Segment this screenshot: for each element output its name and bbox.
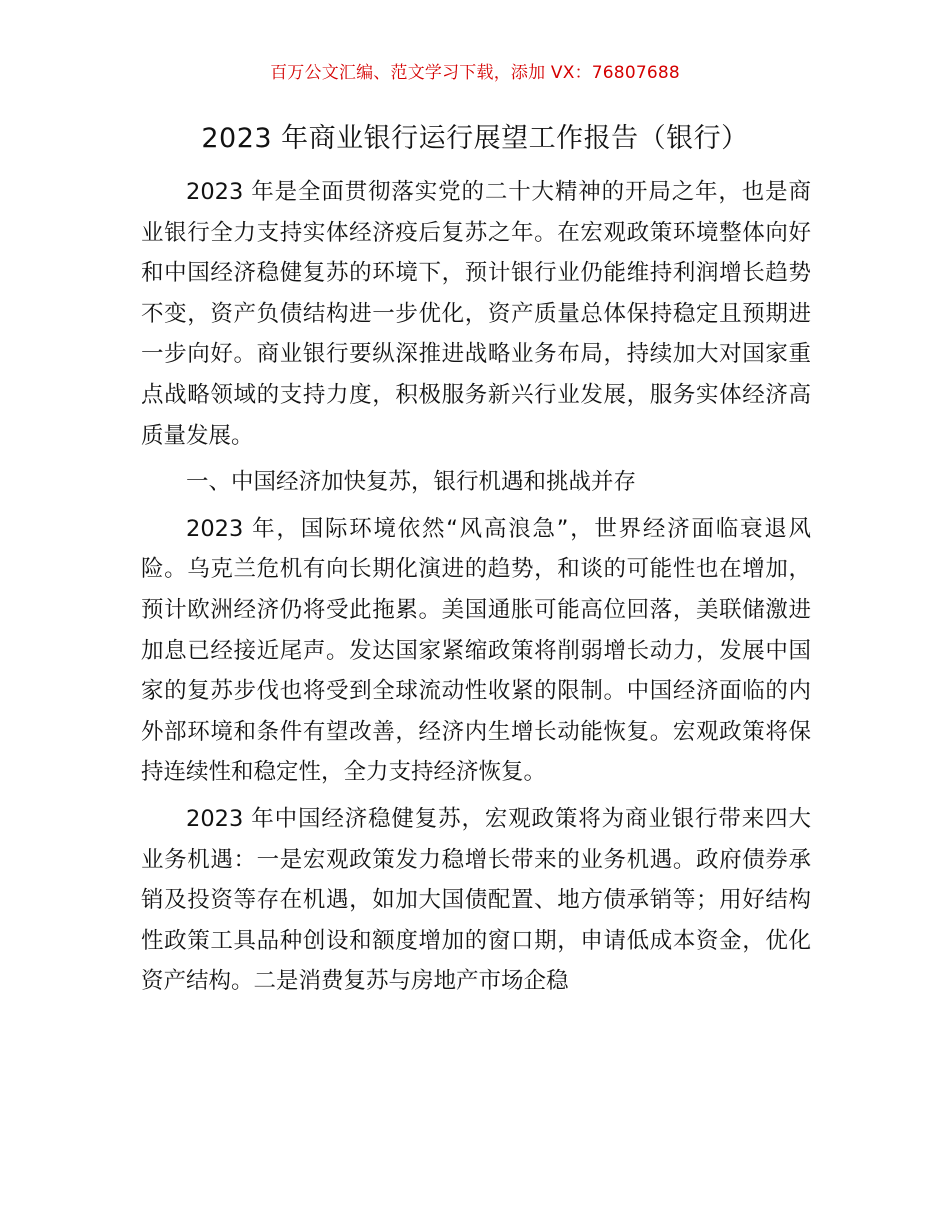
document-body — [141, 172, 811, 1008]
opportunities-paragraph: 2023 年中国经济稳健复苏，宏观政策将为商业银行带来四大业务机遇：一是宏观政策发力稳增长带来的业务机遇。政府债券承销及投资等存在机遇，如加大国债配置、地方债承销等；用好结构性政策工具品种创设和额度增加的窗口期，申请低成本资金，优化资产结构。二是消费复苏与房地产市场企稳 — [141, 805, 811, 995]
section-heading-1: 一、中国经济加快复苏，银行机遇和挑战并存 — [186, 469, 637, 496]
header-download-note: 百万公文汇编、范文学习下载，添加 VX：76807688 — [270, 63, 680, 83]
economy-paragraph: 2023 年，国际环境依然“风高浪急”，世界经济面临衰退风险。乌克兰危机有向长期化演进的趋势，和谈的可能性也在增加，预计欧洲经济仍将受此拖累。美国通胀可能高位回落，美联储激进加息已经接近尾声。发达国家紧缩政策将削弱增长动力，发展中国家的复苏步伐也将受到全球流动性收紧的限制。中国经济面临的内外部环境和条件有望改善，经济内生增长动能恢复。宏观政策将保持连续性和稳定性，全力支持经济恢复。 — [141, 515, 811, 786]
intro-paragraph: 2023 年是全面贯彻落实党的二十大精神的开局之年，也是商业银行全力支持实体经济疫后复苏之年。在宏观政策环境整体向好和中国经济稳健复苏的环境下，预计银行业仍能维持利润增长趋势不变，资产负债结构进一步优化，资产质量总体保持稳定且预期进一步向好。商业银行要纵深推进战略业务布局，持续加大对国家重点战略领域的支持力度，积极服务新兴行业发展，服务实体经济高质量发展。 — [141, 179, 811, 449]
document-title: 2023 年商业银行运行展望工作报告（银行） — [201, 123, 749, 154]
